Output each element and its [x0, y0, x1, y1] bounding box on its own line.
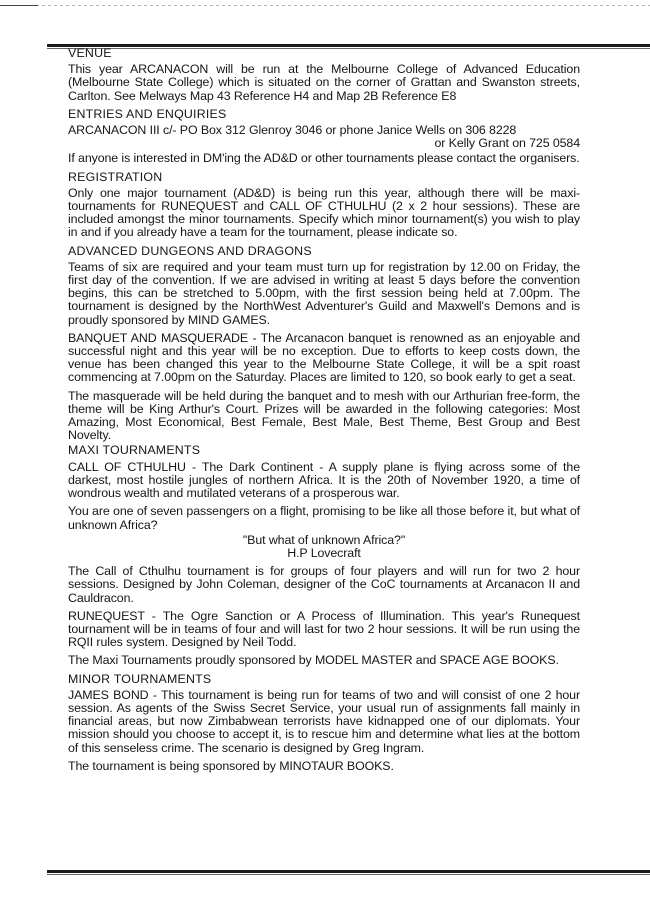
- entries-address-line1: ARCANACON III c/- PO Box 312 Glenroy 3046 or phone Janice Wells on 306 8228: [68, 123, 517, 138]
- coc-quote-author: H.P Lovecraft: [287, 545, 361, 560]
- page-content: [68, 47, 580, 778]
- entries-paragraph: If anyone is interested in DM'ing the AD&D or other tournaments please contact the organisers.: [68, 151, 580, 166]
- entries-address: [68, 124, 580, 150]
- registration-heading: REGISTRATION: [68, 169, 163, 184]
- add-paragraph: Teams of six are required and your team must turn up for registration by 12.00 on Friday, the first day of the convention. If we are advised in writing at least 5 days before the convention begins, this can be stretched to 5.00pm, with the first session being held at 7.00pm. The tournament is designed by the NorthWest Adventurer's Guild and Maxwell's Demons and is proudly sponsored by MIND GAMES.: [68, 259, 580, 327]
- coc-paragraph-3: The Call of Cthulhu tournament is for groups of four players and will run for two 2 hour sessions. Designed by John Coleman, designer of the CoC tournaments at Arcanacon II and Cauldracon.: [68, 564, 580, 605]
- venue-heading: VENUE: [68, 46, 112, 60]
- registration-paragraph: Only one major tournament (AD&D) is being run this year, although there will be maxi-tournaments for RUNEQUEST and CALL OF CTHULHU (2 x 2 hour sessions). These are included amongst the minor tournaments. Specify which minor tournament(s) you wish to play in and if you already have a team for the tournament, please indicate so.: [68, 185, 580, 240]
- runequest-paragraph: RUNEQUEST - The Ogre Sanction or A Process of Illumination. This year's Runequest tournament will be in teams of four and will last for two 2 hour sessions. It will be run using the RQII rules system. Designed by Neil Todd.: [68, 608, 580, 650]
- masquerade-paragraph: The masquerade will be held during the banquet and to mesh with our Arthurian free-form, the theme will be King Arthur's Court. Prizes will be awarded in the following categories: Most Amazing, Most Economical, Best Female, Best Male, Best Theme, Best Group and Best Novelty.: [68, 388, 580, 443]
- entries-address-line2: or Kelly Grant on 725 0584: [434, 136, 580, 151]
- bottom-rule-thin: [47, 874, 650, 875]
- venue-paragraph: This year ARCANACON will be run at the Melbourne College of Advanced Education (Melbourne State College) which is situated on the corner of Grattan and Swanston streets, Carlton. See Melways Map 43 Reference H4 and Map 2B Reference E8: [68, 62, 580, 103]
- minor-sponsor-paragraph: The tournament is being sponsored by MINOTAUR BOOKS.: [68, 758, 394, 773]
- coc-paragraph-2: You are one of seven passengers on a flight, promising to be like all those before it, but what of unknown Africa?: [68, 504, 580, 532]
- coc-paragraph-1: CALL OF CTHULHU - The Dark Continent - A supply plane is flying across some of the darkest, most hostile jungles of northern Africa. It is the 20th of November 1920, a time of wondrous wealth and mutilated veterans of a prosperous war.: [68, 459, 580, 501]
- bottom-rule: [47, 870, 650, 873]
- minor-heading: MINOR TOURNAMENTS: [68, 671, 212, 686]
- coc-quote: [68, 534, 580, 560]
- scan-artifact-dotted-line: [0, 5, 650, 6]
- maxi-heading: MAXI TOURNAMENTS: [68, 443, 201, 458]
- banquet-paragraph: BANQUET AND MASQUERADE - The Arcanacon banquet is renowned as an enjoyable and successful night and this year will be no exception. Due to efforts to keep costs down, the venue has been changed this year to the Melbourne State College, it will be a spit roast commencing at 7.00pm on the Saturday. Places are limited to 120, so book early to get a seat.: [68, 330, 580, 385]
- maxi-sponsor-paragraph: The Maxi Tournaments proudly sponsored by MODEL MASTER and SPACE AGE BOOKS.: [68, 653, 559, 668]
- entries-heading: ENTRIES AND ENQUIRIES: [68, 106, 227, 121]
- add-heading: ADVANCED DUNGEONS AND DRAGONS: [68, 243, 312, 258]
- coc-quote-text: "But what of unknown Africa?": [242, 532, 406, 547]
- james-bond-paragraph: JAMES BOND - This tournament is being run for teams of two and will consist of one 2 hour session. As agents of the Swiss Secret Service, your usual run of assignments fall mainly in financial areas, but now Zimbabwean terrorists have kidnapped one of our diplomats. Your mission should you choose to accept it, is to rescue him and determine what lies at the bottom of this senseless crime. The scenario is designed by Greg Ingram.: [68, 687, 580, 755]
- scan-artifact-line: [0, 5, 38, 6]
